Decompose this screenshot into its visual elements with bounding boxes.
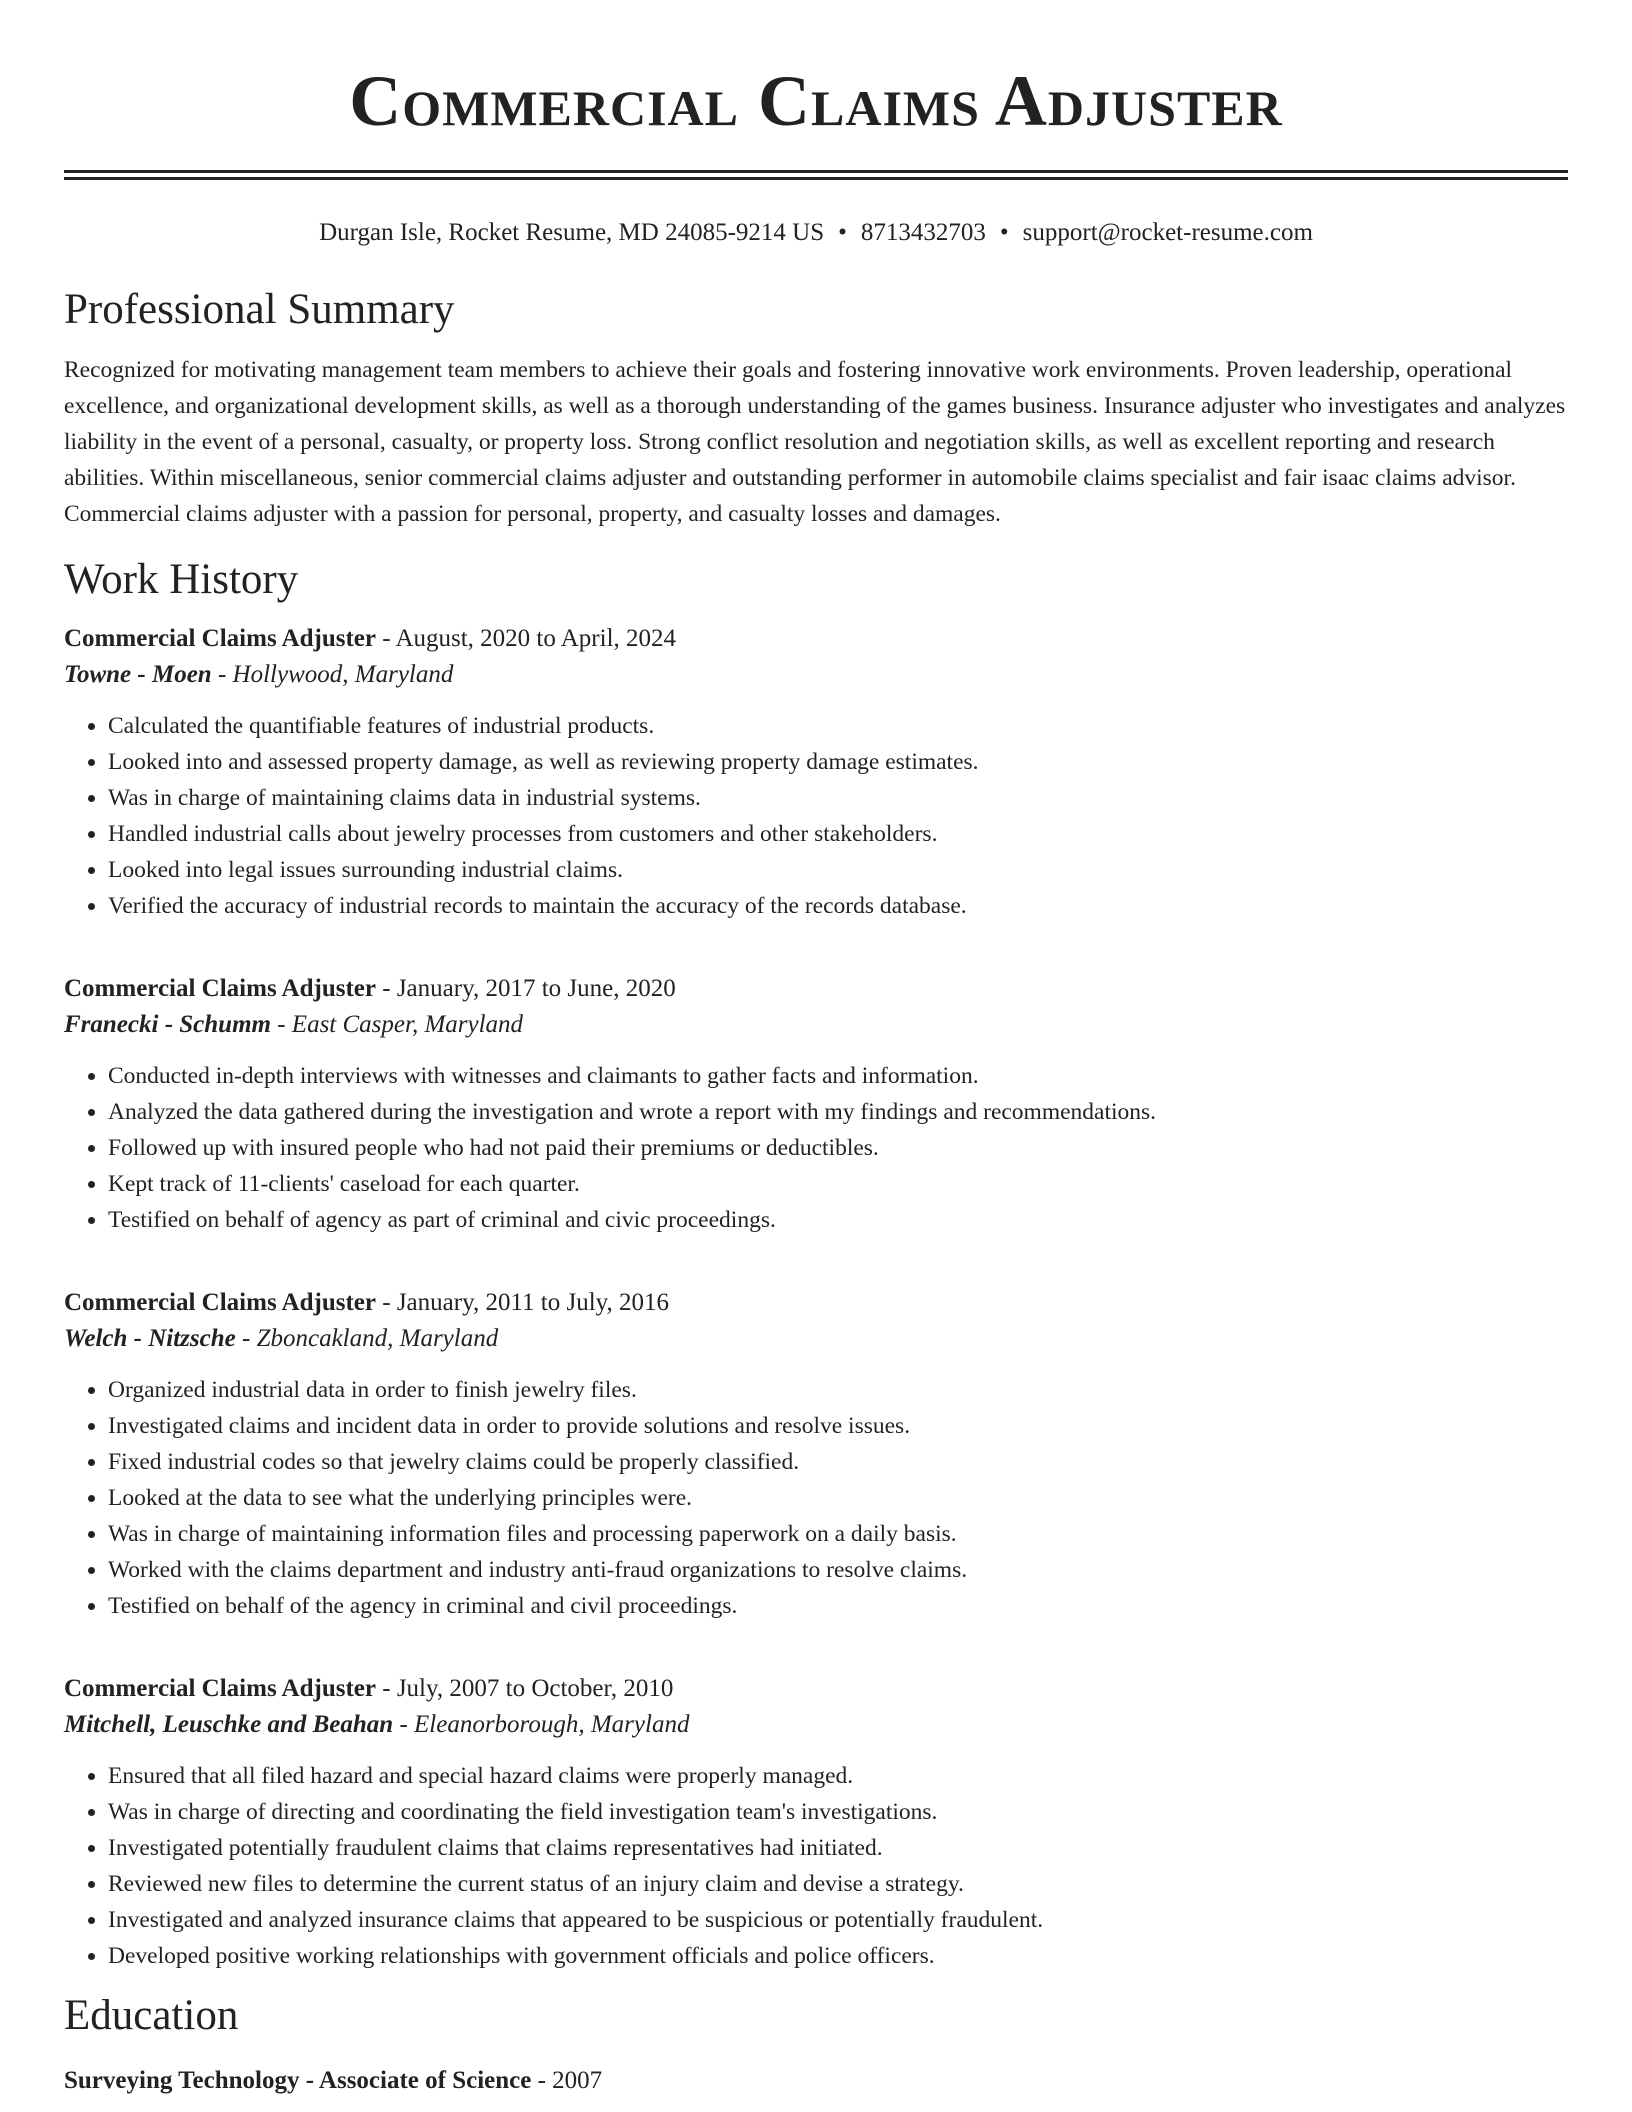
job-bullet: • Was in charge of maintaining information files and processing paperwork on a daily basis.	[108, 1516, 1568, 1552]
job-bullet: • Looked into and assessed property damage, as well as reviewing property damage estimates.	[108, 744, 1568, 780]
job-bullet: • Calculated the quantifiable features of industrial products.	[108, 708, 1568, 744]
job-company: Mitchell, Leuschke and Beahan	[64, 1711, 394, 1738]
job-bullet: • Fixed industrial codes so that jewelry claims could be properly classified.	[108, 1444, 1568, 1480]
job-title-line	[64, 622, 1568, 656]
summary-heading: Professional Summary	[64, 286, 455, 333]
job-bullet: • Organized industrial data in order to finish jewelry files.	[108, 1372, 1568, 1408]
job-bullet: • Worked with the claims department and industry anti-fraud organizations to resolve claims.	[108, 1552, 1568, 1588]
job-bullets	[64, 708, 1568, 924]
job-bullet: • Was in charge of maintaining claims data in industrial systems.	[108, 780, 1568, 816]
job-bullet: • Ensured that all filed hazard and special hazard claims were properly managed.	[108, 1758, 1568, 1794]
job-bullet: • Investigated potentially fraudulent claims that claims representatives had initiated.	[108, 1830, 1568, 1866]
job-entry	[64, 1672, 1568, 1974]
job-location: - East Casper, Maryland	[270, 1011, 524, 1038]
job-role: Commercial Claims Adjuster	[64, 1289, 376, 1316]
job-entry	[64, 1286, 1568, 1624]
resume-page	[64, 0, 1568, 2098]
job-location: - Hollywood, Maryland	[211, 661, 454, 688]
job-bullet: • Developed positive working relationships with government officials and police officers.	[108, 1938, 1568, 1974]
job-bullet: • Was in charge of directing and coordinating the field investigation team's investigations.	[108, 1794, 1568, 1830]
work-history-heading: Work History	[64, 556, 299, 603]
job-bullet: • Kept track of 11-clients' caseload for each quarter.	[108, 1166, 1568, 1202]
contact-line	[64, 216, 1568, 250]
job-bullets	[64, 1372, 1568, 1624]
education-list	[64, 2064, 1568, 2098]
job-bullet: • Verified the accuracy of industrial records to maintain the accuracy of the records database.	[108, 888, 1568, 924]
job-bullet: • Testified on behalf of agency as part of criminal and civic proceedings.	[108, 1202, 1568, 1238]
contact-address: Durgan Isle, Rocket Resume, MD 24085-9214 US	[319, 219, 825, 246]
job-bullet: • Investigated claims and incident data in order to provide solutions and resolve issues.	[108, 1408, 1568, 1444]
education-heading: Education	[64, 1992, 239, 2039]
job-title-line	[64, 1672, 1568, 1706]
job-company: Franecki - Schumm	[64, 1011, 271, 1038]
job-bullets	[64, 1058, 1568, 1238]
education-year: - 2007	[531, 2067, 603, 2094]
job-company: Welch - Nitzsche	[64, 1325, 236, 1352]
title-divider	[64, 170, 1568, 180]
job-dates: - January, 2017 to June, 2020	[376, 975, 676, 1002]
job-bullet: • Followed up with insured people who had not paid their premiums or deductibles.	[108, 1130, 1568, 1166]
contact-separator: •	[838, 219, 847, 246]
job-bullet: • Testified on behalf of the agency in criminal and civil proceedings.	[108, 1588, 1568, 1624]
job-bullet: • Reviewed new files to determine the current status of an injury claim and devise a strategy.	[108, 1866, 1568, 1902]
job-company-line	[64, 1320, 1568, 1358]
contact-phone: 8713432703	[860, 219, 986, 246]
job-company-line	[64, 1006, 1568, 1044]
job-dates: - January, 2011 to July, 2016	[376, 1289, 670, 1316]
job-bullet: • Handled industrial calls about jewelry processes from customers and other stakeholders.	[108, 816, 1568, 852]
education-degree: Surveying Technology - Associate of Science	[64, 2067, 532, 2094]
job-entry	[64, 972, 1568, 1238]
job-bullet: • Analyzed the data gathered during the investigation and wrote a report with my findings and recommendations.	[108, 1094, 1568, 1130]
job-company-line	[64, 1706, 1568, 1744]
contact-email[interactable]: support@rocket-resume.com	[1022, 219, 1313, 246]
job-bullet: • Looked into legal issues surrounding industrial claims.	[108, 852, 1568, 888]
job-location: - Eleanorborough, Maryland	[393, 1711, 690, 1738]
job-location: - Zboncakland, Maryland	[235, 1325, 499, 1352]
job-bullet: • Conducted in-depth interviews with witnesses and claimants to gather facts and information.	[108, 1058, 1568, 1094]
education-entry	[64, 2064, 1568, 2098]
job-bullet: • Investigated and analyzed insurance claims that appeared to be suspicious or potentially fraudulent.	[108, 1902, 1568, 1938]
job-bullet: • Looked at the data to see what the underlying principles were.	[108, 1480, 1568, 1516]
job-title-line	[64, 1286, 1568, 1320]
job-role: Commercial Claims Adjuster	[64, 975, 376, 1002]
job-company: Towne - Moen	[64, 661, 212, 688]
job-entry	[64, 622, 1568, 924]
job-dates: - July, 2007 to October, 2010	[376, 1675, 674, 1702]
job-title-line	[64, 972, 1568, 1006]
job-dates: - August, 2020 to April, 2024	[376, 625, 677, 652]
job-company-line	[64, 656, 1568, 694]
job-bullets	[64, 1758, 1568, 1974]
work-history-list	[64, 622, 1568, 1974]
job-role: Commercial Claims Adjuster	[64, 625, 376, 652]
job-role: Commercial Claims Adjuster	[64, 1675, 376, 1702]
resume-title: Commercial Claims Adjuster	[349, 61, 1283, 141]
summary-text: Recognized for motivating management team members to achieve their goals and fostering innovative work environments. Proven leadership, operational excellence, and organizational development skills, as well as a thorough understanding of the games business. Insurance adjuster who investigates and analyzes liability in the event of a personal, casualty, or property loss. Strong conflict resolution and negotiation skills, as well as excellent reporting and research abilities. Within miscellaneous, senior commercial claims adjuster and outstanding performer in automobile claims specialist and fair isaac claims advisor. Commercial claims adjuster with a passion for personal, property, and casualty losses and damages.	[64, 357, 1566, 527]
contact-separator: •	[999, 219, 1009, 246]
